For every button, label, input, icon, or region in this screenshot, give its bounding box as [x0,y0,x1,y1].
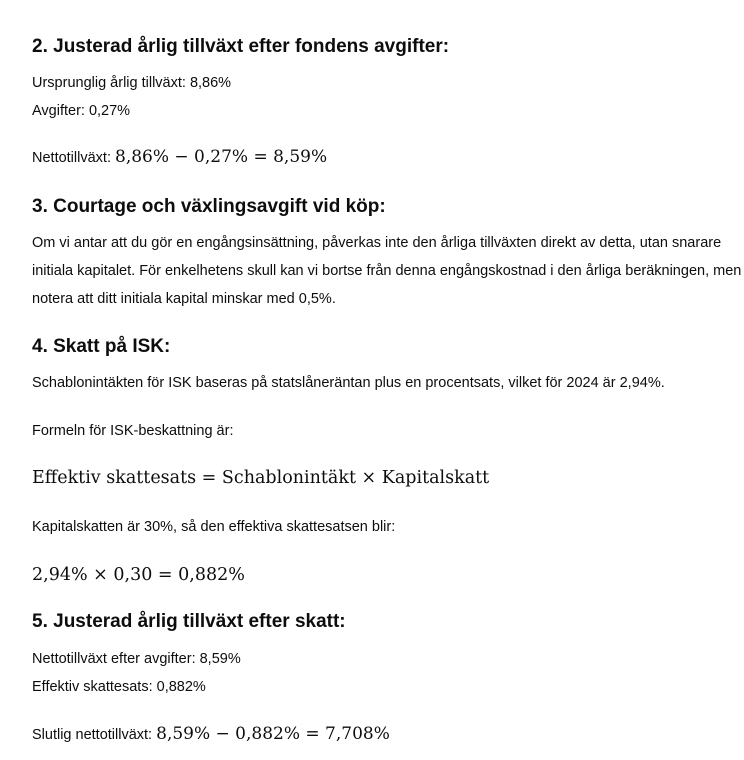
isk-income-paragraph: Schablonintäkten för ISK baseras på statslåneräntan plus en procentsats, vilket för 2024 är 2,94%. [32,375,665,391]
section-4-heading: 4. Skatt på ISK: [32,336,171,357]
net-growth-formula: 8,86% − 0,27% = 8,59% [115,147,328,167]
net-growth-line [32,147,327,168]
final-growth-label: Slutlig nettotillväxt: [32,727,157,743]
original-growth-line: Ursprunglig årlig tillväxt: 8,86% [32,75,232,91]
capital-tax-paragraph: Kapitalskatten är 30%, så den effektiva skattesatsen blir: [32,519,396,535]
final-growth-line [32,724,390,745]
fees-line: Avgifter: 0,27% [32,103,131,119]
net-after-fees-line: Nettotillväxt efter avgifter: 8,59% [32,651,241,667]
section-3-heading: 3. Courtage och växlingsavgift vid köp: [32,196,386,217]
net-growth-label: Nettotillväxt: [32,150,115,166]
isk-formula-intro: Formeln för ISK-beskattning är: [32,423,234,439]
effective-tax-line: Effektiv skattesats: 0,882% [32,679,206,695]
final-growth-formula: 8,59% − 0,882% = 7,708% [156,724,390,744]
section-2-heading: 2. Justerad årlig tillväxt efter fondens avgifter: [32,36,450,57]
effective-tax-formula: 2,94% × 0,30 = 0,882% [32,565,245,585]
isk-tax-formula: Effektiv skattesats = Schablonintäkt × Kapitalskatt [32,468,490,488]
section-3-paragraph: Om vi antar att du gör en engångsinsättning, påverkas inte den årliga tillväxten direkt av detta, utan snarare initiala kapitalet. För enkelhetens skull kan vi bortse från denna engångskostnad i den årliga beräkningen, men notera att ditt initiala kapital minskar med 0,5%. [32,235,742,307]
section-5-heading: 5. Justerad årlig tillväxt efter skatt: [32,611,346,632]
